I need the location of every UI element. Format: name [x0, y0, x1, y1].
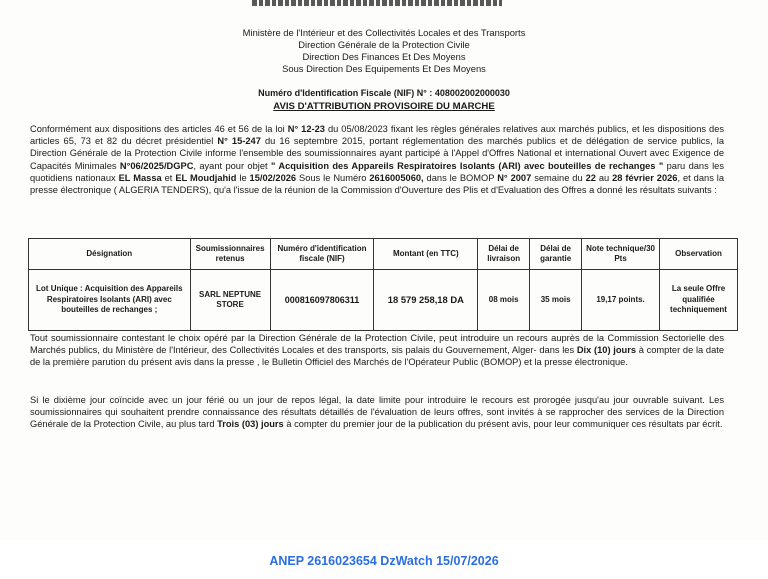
publication-reference: ANEP 2616023654 DzWatch 15/07/2026	[269, 554, 499, 568]
ministry-line: Ministère de l'Intérieur et des Collectivités Locales et des Transports	[242, 27, 526, 38]
deadline-paragraph: Si le dixième jour coïncide avec un jour férié ou un jour de repos légal, la date limite pour introduire le recours est prorogée jusqu'au jour ouvrable suivant. Les soumissionnaires qui souhaitent prendre connaissance des résultats détaillés de l'évaluation de leurs offres, sont invités à se rapprocher des services de la Direction Générale de la Protection Civile, au plus tard Trois (03) jours à compter du premier jour de la publication du présent avis, pour leur communiquer ces résultats par écrit.	[30, 395, 724, 430]
col-header-bidder: Soumissionnaires retenus	[190, 239, 270, 270]
appeal-paragraph: Tout soumissionnaire contestant le choix opéré par la Direction Générale de la Protection Civile, peut introduire un recours auprès de la Commission Sectorielle des Marchés publics, du Ministère de l'Intérieur, des Collectivités Locales et des transports, sis palais du Gouvernement, Alger- dans les Dix (10) jours à compter de la date de la première parution du présent avis dans la presse , le Bulletin Officiel des Marchés de l'Opérateur Public (BOMOP) et la presse électronique.	[30, 333, 724, 368]
col-header-delivery: Délai de livraison	[478, 239, 530, 270]
tax-id-line: Numéro d'Identification Fiscale (NIF) N° : 408002002000030	[258, 88, 510, 98]
delivery-cell: 08 mois	[478, 270, 530, 331]
col-header-score: Note technique/30 Pts	[582, 239, 660, 270]
intro-paragraph: Conformément aux dispositions des articles 46 et 56 de la loi N° 12-23 du 05/08/2023 fixant les règles générales relatives aux marchés publics, et les dispositions des articles 65, 73 et 82 du décret présidentiel N° 15-247 du 16 septembre 2015, portant réglementation des marchés publics et de délégation de service publics, la Direction Générale de la Protection Civile informe l'ensemble des soumissionnaires ayant participé à l'Appel d'Offres National et international Ouvert avec Exigence de Capacités Minimales N°06/2025/DGPC, ayant pour objet " Acquisition des Appareils Respiratoires Isolants (ARI) avec bouteilles de rechanges " paru dans les quotidiens nationaux EL Massa et EL Moudjahid le 15/02/2026 Sous le Numéro 2616005060, dans le BOMOP N° 2007 semaine du 22 au 28 février 2026, et dans la presse électronique ( ALGERIA TENDERS), qu'a l'issue de la réunion de la Commission d'Ouverture des Plis et d'Evaluation des Offres a donné les résultats suivants :	[30, 124, 725, 196]
col-header-nif: Numéro d'identification fiscale (NIF)	[270, 239, 374, 270]
directorate-line: Direction Générale de la Protection Civile	[298, 39, 470, 50]
designation-cell: Lot Unique : Acquisition des Appareils Respiratoires Isolants (ARI) avec bouteilles de rechanges ;	[29, 270, 191, 331]
warranty-cell: 35 mois	[530, 270, 582, 331]
amount-cell: 18 579 258,18 DA	[374, 270, 478, 331]
notice-title: AVIS D'ATTRIBUTION PROVISOIRE DU MARCHE	[273, 101, 495, 112]
observation-cell: La seule Offre qualifiée techniquement	[660, 270, 738, 331]
score-cell: 19,17 points.	[582, 270, 660, 331]
col-header-observation: Observation	[660, 239, 738, 270]
sub-direction-line: Sous Direction Des Equipements Et Des Moyens	[282, 63, 486, 74]
finance-direction-line: Direction Des Finances Et Des Moyens	[302, 51, 466, 62]
table-row	[29, 270, 738, 331]
nif-cell: 000816097806311	[270, 270, 374, 331]
table-header-row	[29, 239, 738, 270]
col-header-amount: Montant (en TTC)	[374, 239, 478, 270]
col-header-designation: Désignation	[29, 239, 191, 270]
results-table	[28, 238, 738, 331]
bidder-cell: SARL NEPTUNE STORE	[190, 270, 270, 331]
cropped-header-line	[252, 0, 502, 6]
col-header-warranty: Délai de garantie	[530, 239, 582, 270]
